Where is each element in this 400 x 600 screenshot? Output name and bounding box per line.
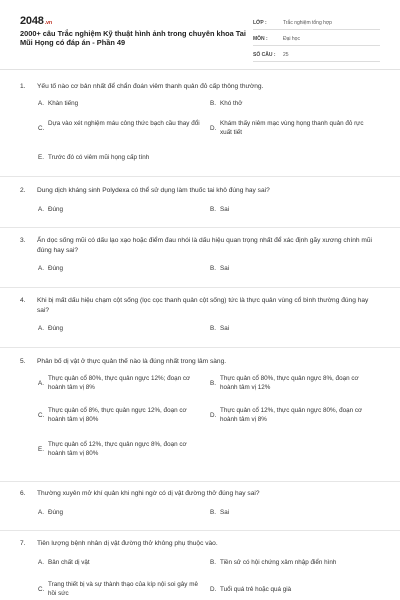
option-letter: E. [38,153,44,161]
option-text: Khám thấy niêm mạc vùng họng thanh quản đỏ rực xuất tiết [220,119,364,136]
question-text [20,186,380,196]
option-letter: A. [38,99,44,107]
question-text [20,539,380,549]
option-letter: A. [38,265,44,272]
option-b[interactable] [210,99,370,109]
option-a[interactable] [38,205,203,215]
option-b[interactable] [210,264,370,274]
divider [0,176,400,177]
question-number: 7. [20,540,26,547]
option-text: Tiền sử có hội chứng xâm nhập điển hình [220,558,337,566]
option-d[interactable] [210,119,370,138]
option-letter: A. [38,205,44,213]
option-letter: B. [210,325,216,332]
option-letter: B. [210,265,216,272]
option-letter: D. [210,585,217,593]
option-text: Tuổi quá trẻ hoặc quá già [220,585,292,593]
question-text [20,296,380,315]
option-text: Thực quản cổ 80%, thực quản ngực 8%, đoạn cơ hoành tâm vị 12% [220,374,359,391]
option-text: Khàn tiếng [48,99,79,107]
question-5 [20,357,380,482]
option-a[interactable] [38,374,203,393]
options [20,97,380,182]
option-letter: A. [38,508,44,516]
question-text [20,489,380,499]
site-logo[interactable] [20,15,52,27]
option-letter: D. [210,411,217,419]
option-text: Trang thiết bị và sự thành thạo của kíp nội soi gây mê hồi sức [48,580,198,597]
question-number: 2. [20,187,26,194]
option-b[interactable] [210,558,370,568]
question-prompt: Thường xuyên mở khí quản khi nghi ngờ có dị vật đường thở đúng hay sai? [37,490,260,497]
option-a[interactable] [38,99,203,109]
option-letter: C. [38,124,45,132]
option-text: Đúng [48,205,64,213]
question-prompt: Tiên lượng bệnh nhân dị vật đường thở không phụ thuộc vào. [37,540,218,547]
option-d[interactable] [210,406,370,425]
subject-value: Đại học [283,36,300,42]
question-6 [20,489,380,518]
option-a[interactable] [38,324,203,334]
option-text: Dựa vào xét nghiệm máu công thức bạch cầu thay đổi [48,119,200,127]
option-text: Trước đó có viêm mũi họng cấp tính [48,153,150,161]
divider [0,530,400,531]
question-prompt: Khi bị mất dấu hiệu chạm cột sống (lọc cọc thanh quản cột sống) tức là thực quản vùng cổ bình thường đúng hay sai? [37,297,369,314]
option-letter: B. [210,558,216,566]
option-text: Thực quản cổ 80%, thực quản ngực 12%; đoạn cơ hoành tâm vị 8% [48,374,191,391]
divider [0,481,400,482]
class-label: LỚP : [253,20,267,26]
option-letter: C. [38,411,45,419]
question-text [20,236,380,255]
option-letter: D. [210,124,217,132]
option-text: Thực quản cổ 12%, thực quản ngực 8%, đoạn cơ hoành tâm vị 80% [48,440,187,457]
option-text: Bản chất dị vật [48,558,90,566]
option-letter: A. [38,325,44,332]
meta-row-count [253,46,380,62]
question-1 [20,82,380,182]
question-text [20,357,380,367]
subject-label: MÔN : [253,36,268,42]
question-number: 3. [20,237,26,244]
option-text: Đúng [48,508,64,516]
option-letter: B. [210,99,216,107]
divider [0,287,400,288]
option-b[interactable] [210,205,370,215]
option-c[interactable] [38,580,203,599]
options [20,260,380,274]
option-text: Thực quản cổ 8%, thực quản ngực 12%, đoạn cơ hoành tâm vị 80% [48,406,187,423]
question-number: 4. [20,297,26,304]
option-a[interactable] [38,508,203,518]
logo-suffix: .vn [44,20,53,26]
header-divider [0,69,400,70]
question-2 [20,186,380,215]
header [0,0,400,70]
count-label: SỐ CÂU : [253,52,276,58]
option-letter: A. [38,558,44,566]
question-prompt: Dung dịch kháng sinh Polydexa có thể sử dụng làm thuốc tai khô đúng hay sai? [37,187,270,194]
question-text [20,82,380,92]
options [20,504,380,518]
question-prompt: Ấn dọc sống mũi có dấu lạo xạo hoặc điểm đau nhói là dấu hiệu quan trọng nhất để xác định gãy xương chính mũi đúng hay sai? [37,237,372,254]
option-a[interactable] [38,264,203,274]
class-value: Trắc nghiệm tổng hợp [283,20,332,26]
option-text: Sai [220,205,230,213]
divider [0,347,400,348]
option-text: Sai [220,265,230,272]
question-number: 5. [20,358,26,365]
option-text: Sai [220,325,230,332]
option-letter: A. [38,379,44,387]
option-letter: E. [38,445,44,453]
options [20,372,380,482]
options [20,201,380,215]
option-letter: C. [38,585,45,593]
option-text: Đúng [48,325,64,332]
option-b[interactable] [210,374,370,393]
option-letter: B. [210,379,216,387]
option-a[interactable] [38,558,203,568]
question-prompt: Phân bố dị vật ở thực quản thế nào là đúng nhất trong lâm sàng. [37,358,227,365]
option-d[interactable] [210,580,370,595]
divider [0,227,400,228]
question-number: 6. [20,490,26,497]
option-letter: B. [210,205,216,213]
option-letter: B. [210,508,216,516]
question-number: 1. [20,83,26,90]
count-value: 25 [283,52,289,58]
options [20,320,380,334]
options [20,554,380,599]
meta-row-class [253,14,380,30]
option-e[interactable] [38,440,203,459]
option-b[interactable] [210,508,370,518]
option-text: Thực quản cổ 12%, thực quản ngực 80%, đoạn cơ hoành tâm vị 8% [220,406,363,423]
logo-text: 2048 [20,15,44,27]
question-3 [20,236,380,274]
option-b[interactable] [210,324,370,334]
option-text: Đúng [48,265,64,272]
meta-row-subject [253,30,380,46]
option-text: Sai [220,508,230,516]
question-7 [20,539,380,599]
option-text: Khó thở [220,99,243,107]
option-c[interactable] [38,406,203,425]
option-c[interactable] [38,119,203,132]
quiz-meta [253,14,380,62]
question-prompt: Yếu tố nào cơ bản nhất để chẩn đoán viêm thanh quản đỏ cấp thông thường. [37,83,264,90]
option-e[interactable] [38,153,203,163]
question-4 [20,296,380,334]
page-title: 2000+ câu Trắc nghiệm Kỹ thuật hình ảnh trong chuyên khoa Tai Mũi Họng có đáp án - Phần 49 [20,29,246,48]
